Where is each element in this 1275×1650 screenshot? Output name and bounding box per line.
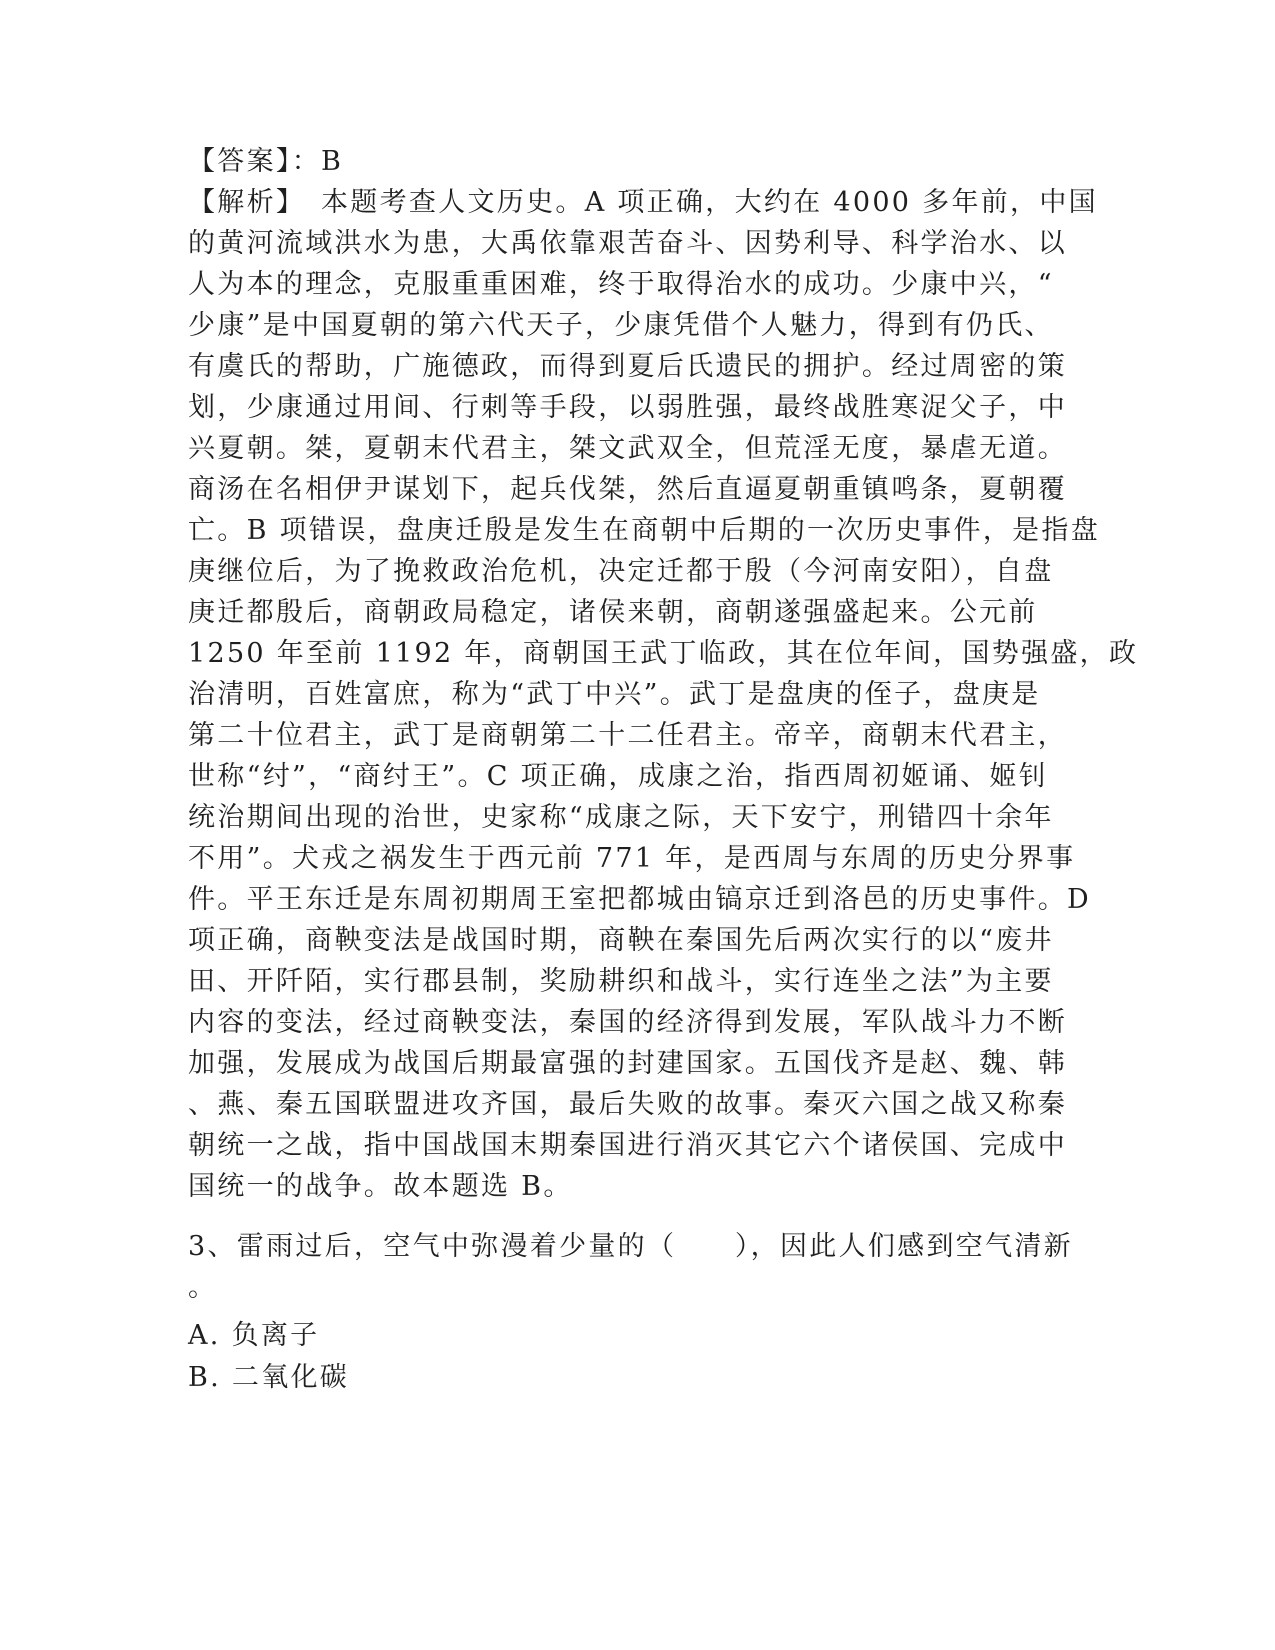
analysis-line: 第二十位君主，武丁是商朝第二十二任君主。帝辛，商朝末代君主， [188, 720, 1067, 751]
analysis-line: 兴夏朝。桀，夏朝末代君主，桀文武双全，但荒淫无度，暴虐无道。 [188, 433, 1067, 464]
analysis-line: 田、开阡陌，实行郡县制，奖励耕织和战斗，实行连坐之法”为主要 [188, 966, 1054, 997]
analysis-line: 人为本的理念，克服重重困难，终于取得治水的成功。少康中兴，“ [188, 269, 1054, 300]
question-stem: 。 [188, 1272, 218, 1303]
analysis-line: 项正确，商鞅变法是战国时期，商鞅在秦国先后两次实行的以“废井 [188, 925, 1054, 956]
analysis-line: 、燕、秦五国联盟进攻齐国，最后失败的故事。秦灭六国之战又称秦 [188, 1089, 1067, 1120]
analysis-line: 【解析】 本题考查人文历史。A 项正确，大约在 4000 多年前，中国 [188, 187, 1098, 218]
analysis-line: 国统一的战争。故本题选 B。 [188, 1171, 573, 1202]
analysis-line: 少康”是中国夏朝的第六代天子，少康凭借个人魅力，得到有仍氏、 [188, 310, 1054, 341]
question-stem: 3、雷雨过后，空气中弥漫着少量的（ ），因此人们感到空气清新 [188, 1231, 1073, 1262]
analysis-line: 世称“纣”，“商纣王”。C 项正确，成康之治，指西周初姬诵、姬钊 [188, 761, 1049, 792]
analysis-line: 内容的变法，经过商鞅变法，秦国的经济得到发展，军队战斗力不断 [188, 1007, 1067, 1038]
analysis-line: 商汤在名相伊尹谋划下，起兵伐桀，然后直逼夏朝重镇鸣条，夏朝覆 [188, 474, 1067, 505]
analysis-line: 的黄河流域洪水为患，大禹依靠艰苦奋斗、因势利导、科学治水、以 [188, 228, 1067, 259]
analysis-line: 统治期间出现的治世，史家称“成康之际，天下安宁，刑错四十余年 [188, 802, 1054, 833]
analysis-line: 1250 年至前 1192 年，商朝国王武丁临政，其在位年间，国势强盛，政 [188, 638, 1139, 669]
option-a: A. 负离子 [188, 1320, 320, 1351]
analysis-line: 件。平王东迁是东周初期周王室把都城由镐京迁到洛邑的历史事件。D [188, 884, 1091, 915]
analysis-line: 划，少康通过用间、行刺等手段，以弱胜强，最终战胜寒浞父子，中 [188, 392, 1067, 423]
analysis-line: 庚继位后，为了挽救政治危机，决定迁都于殷（今河南安阳），自盘 [188, 556, 1054, 587]
analysis-line: 不用”。犬戎之祸发生于西元前 771 年，是西周与东周的历史分界事 [188, 843, 1076, 874]
analysis-line: 朝统一之战，指中国战国末期秦国进行消灭其它六个诸侯国、完成中 [188, 1130, 1067, 1161]
answer-line: 【答案】：B [188, 146, 344, 177]
analysis-line: 亡。B 项错误，盘庚迁殷是发生在商朝中后期的一次历史事件，是指盘 [188, 515, 1101, 546]
analysis-line: 加强，发展成为战国后期最富强的封建国家。五国伐齐是赵、魏、韩 [188, 1048, 1067, 1079]
analysis-line: 治清明，百姓富庶，称为“武丁中兴”。武丁是盘庚的侄子，盘庚是 [188, 679, 1041, 710]
analysis-line: 庚迁都殷后，商朝政局稳定，诸侯来朝，商朝遂强盛起来。公元前 [188, 597, 1038, 628]
option-b: B. 二氧化碳 [188, 1362, 350, 1393]
analysis-line: 有虞氏的帮助，广施德政，而得到夏后氏遗民的拥护。经过周密的策 [188, 351, 1067, 382]
